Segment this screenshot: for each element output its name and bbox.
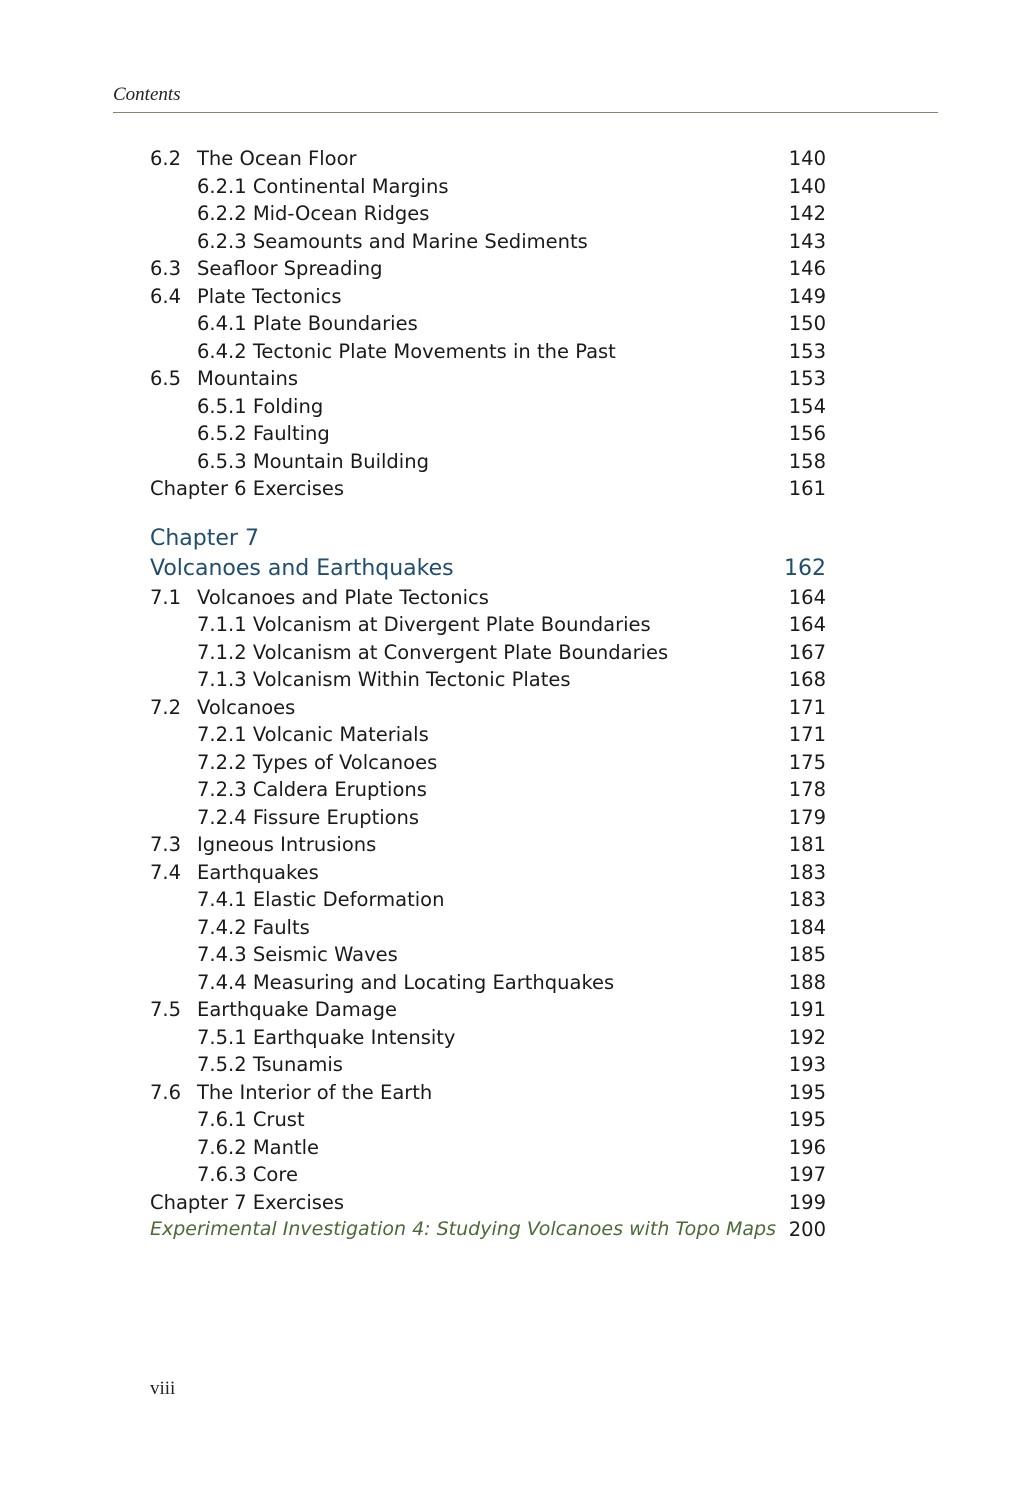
table-of-contents xyxy=(150,145,826,1244)
toc-entry-title: 6.2.1 Continental Margins xyxy=(197,174,449,198)
toc-entry[interactable] xyxy=(150,1134,826,1162)
toc-entry[interactable] xyxy=(150,310,826,338)
toc-entry[interactable] xyxy=(150,1189,826,1217)
toc-entry-page: 195 xyxy=(788,1080,826,1104)
toc-entry[interactable] xyxy=(150,1051,826,1079)
toc-entry[interactable] xyxy=(150,200,826,228)
toc-entry-title: 7.1.2 Volcanism at Convergent Plate Boundaries xyxy=(197,640,669,664)
chapter-7-page: 162 xyxy=(784,555,826,581)
toc-entry-title: 6.5.1 Folding xyxy=(197,394,324,418)
toc-entry-title: 7.6.1 Crust xyxy=(197,1108,305,1131)
toc-chapter-7-section xyxy=(150,584,826,1244)
toc-entry-title: Experimental Investigation 4: Studying Volcanoes with Topo Maps xyxy=(150,1218,777,1240)
toc-entry[interactable] xyxy=(150,804,826,832)
toc-entry[interactable] xyxy=(150,393,826,421)
toc-entry-title: 6.5.2 Faulting xyxy=(197,422,330,445)
toc-entry-title: 7.4.2 Faults xyxy=(197,915,310,939)
toc-entry-page: 146 xyxy=(788,257,826,280)
toc-entry[interactable] xyxy=(150,666,826,694)
toc-entry-title: 6.2.3 Seamounts and Marine Sediments xyxy=(197,229,588,253)
toc-entry-page: 164 xyxy=(788,585,826,609)
toc-entry-title: 7.6.3 Core xyxy=(197,1163,298,1186)
toc-entry-page: 192 xyxy=(788,1025,826,1049)
toc-entry[interactable] xyxy=(150,996,826,1024)
toc-entry-title: 7.2.4 Fissure Eruptions xyxy=(197,805,420,829)
toc-entry-page: 150 xyxy=(788,312,826,335)
toc-entry-page: 175 xyxy=(788,750,826,774)
toc-entry[interactable] xyxy=(150,831,826,859)
toc-entry-number: 7.5 xyxy=(150,998,182,1021)
toc-entry[interactable] xyxy=(150,283,826,311)
toc-entry-title: 7.2.3 Caldera Eruptions xyxy=(197,778,427,801)
page-folio: viii xyxy=(150,1378,176,1399)
toc-entry-title: Chapter 6 Exercises xyxy=(150,477,345,500)
toc-entry-title: 7.1.3 Volcanism Within Tectonic Plates xyxy=(197,668,571,691)
toc-entry-page: 183 xyxy=(788,860,826,884)
toc-entry[interactable] xyxy=(150,969,826,997)
toc-entry[interactable] xyxy=(150,365,826,393)
toc-entry-page: 158 xyxy=(788,449,826,473)
toc-chapter-6-section xyxy=(150,145,826,503)
toc-entry[interactable] xyxy=(150,420,826,448)
toc-entry-number: 7.2 xyxy=(150,695,182,719)
toc-entry-title: 7.1.1 Volcanism at Divergent Plate Boundaries xyxy=(197,613,651,636)
toc-entry-title: Chapter 7 Exercises xyxy=(150,1190,345,1214)
toc-entry[interactable] xyxy=(150,639,826,667)
toc-entry-page: 140 xyxy=(788,147,826,170)
toc-entry[interactable] xyxy=(150,1079,826,1107)
toc-entry-page: 156 xyxy=(788,422,826,445)
toc-entry-title: Volcanoes xyxy=(197,695,296,719)
toc-entry-number: 7.1 xyxy=(150,585,182,609)
toc-entry[interactable] xyxy=(150,173,826,201)
toc-entry-number: 6.5 xyxy=(150,367,182,390)
toc-entry-page: 164 xyxy=(788,613,826,636)
toc-entry-title: 7.5.2 Tsunamis xyxy=(197,1053,343,1076)
toc-entry-page: 196 xyxy=(788,1135,826,1159)
toc-entry-title: 6.4.1 Plate Boundaries xyxy=(197,312,418,335)
toc-entry-number: 7.3 xyxy=(150,833,182,856)
toc-entry-title: 7.2.1 Volcanic Materials xyxy=(197,723,429,746)
toc-entry-title: 7.4.1 Elastic Deformation xyxy=(197,888,445,911)
toc-entry-page: 184 xyxy=(788,915,826,939)
toc-entry[interactable] xyxy=(150,914,826,942)
toc-entry-page: 179 xyxy=(788,805,826,829)
toc-entry[interactable] xyxy=(150,941,826,969)
toc-entry-page: 142 xyxy=(788,202,826,225)
toc-entry-page: 161 xyxy=(788,477,826,500)
chapter-spacer xyxy=(150,503,826,524)
toc-entry[interactable] xyxy=(150,228,826,256)
toc-entry-page: 181 xyxy=(788,833,826,856)
toc-entry-page: 154 xyxy=(788,394,826,418)
chapter-7-title-row[interactable] xyxy=(150,554,826,584)
toc-entry-title: 7.2.2 Types of Volcanoes xyxy=(197,750,438,774)
toc-entry-number: 6.4 xyxy=(150,284,182,308)
toc-entry[interactable] xyxy=(150,721,826,749)
toc-entry[interactable] xyxy=(150,859,826,887)
chapter-7-title: Volcanoes and Earthquakes xyxy=(150,555,454,581)
toc-entry[interactable] xyxy=(150,255,826,283)
toc-entry[interactable] xyxy=(150,1024,826,1052)
toc-entry-number: 6.3 xyxy=(150,257,182,280)
toc-entry[interactable] xyxy=(150,1216,826,1244)
toc-entry-title: Volcanoes and Plate Tectonics xyxy=(197,585,489,609)
toc-entry-page: 168 xyxy=(788,668,826,691)
toc-entry-page: 171 xyxy=(788,723,826,746)
toc-entry-title: The Ocean Floor xyxy=(197,147,357,170)
toc-entry[interactable] xyxy=(150,338,826,366)
toc-entry-title: Mountains xyxy=(197,367,299,390)
toc-entry-page: 183 xyxy=(788,888,826,911)
chapter-7-label-row[interactable] xyxy=(150,524,826,554)
toc-entry-page: 188 xyxy=(788,970,826,994)
toc-entry-page: 171 xyxy=(788,695,826,719)
toc-entry-title: Plate Tectonics xyxy=(197,284,342,308)
toc-entry-title: 7.5.1 Earthquake Intensity xyxy=(197,1025,456,1049)
toc-entry-page: 191 xyxy=(788,998,826,1021)
toc-entry-page: 199 xyxy=(788,1190,826,1214)
toc-entry-page: 200 xyxy=(788,1218,826,1241)
toc-entry[interactable] xyxy=(150,1106,826,1134)
toc-entry-title: Seafloor Spreading xyxy=(197,257,383,280)
toc-entry[interactable] xyxy=(150,776,826,804)
toc-entry-page: 167 xyxy=(788,640,826,664)
toc-entry[interactable] xyxy=(150,611,826,639)
toc-entry-page: 140 xyxy=(788,174,826,198)
toc-entry-title: Earthquake Damage xyxy=(197,998,398,1021)
toc-entry-title: 7.6.2 Mantle xyxy=(197,1135,320,1159)
toc-entry-title: 6.2.2 Mid-Ocean Ridges xyxy=(197,202,430,225)
toc-entry[interactable] xyxy=(150,145,826,173)
toc-entry-page: 193 xyxy=(788,1053,826,1076)
toc-entry[interactable] xyxy=(150,448,826,476)
toc-entry-page: 153 xyxy=(788,339,826,363)
toc-entry[interactable] xyxy=(150,584,826,612)
toc-entry-number: 7.4 xyxy=(150,860,182,884)
chapter-7-label: Chapter 7 xyxy=(150,525,259,551)
toc-entry-page: 195 xyxy=(788,1108,826,1131)
toc-entry-title: 6.5.3 Mountain Building xyxy=(197,449,429,473)
toc-entry[interactable] xyxy=(150,886,826,914)
toc-entry-title: The Interior of the Earth xyxy=(197,1080,433,1104)
toc-entry-page: 178 xyxy=(788,778,826,801)
toc-entry-page: 185 xyxy=(788,943,826,966)
toc-entry-title: 7.4.3 Seismic Waves xyxy=(197,943,398,966)
toc-entry-number: 7.6 xyxy=(150,1080,182,1104)
toc-entry-title: Earthquakes xyxy=(197,860,319,884)
toc-entry[interactable] xyxy=(150,475,826,503)
header-rule xyxy=(113,112,938,113)
toc-entry-number: 6.2 xyxy=(150,147,182,170)
toc-entry-page: 149 xyxy=(788,284,826,308)
toc-entry-title: Igneous Intrusions xyxy=(197,833,377,856)
toc-entry-page: 143 xyxy=(788,229,826,253)
toc-entry[interactable] xyxy=(150,749,826,777)
toc-entry-page: 153 xyxy=(788,367,826,390)
toc-entry-title: 6.4.2 Tectonic Plate Movements in the Past xyxy=(197,339,616,363)
toc-entry-page: 197 xyxy=(788,1163,826,1186)
running-head: Contents xyxy=(113,84,181,105)
toc-entry[interactable] xyxy=(150,694,826,722)
toc-entry[interactable] xyxy=(150,1161,826,1189)
toc-entry-title: 7.4.4 Measuring and Locating Earthquakes xyxy=(197,970,615,994)
